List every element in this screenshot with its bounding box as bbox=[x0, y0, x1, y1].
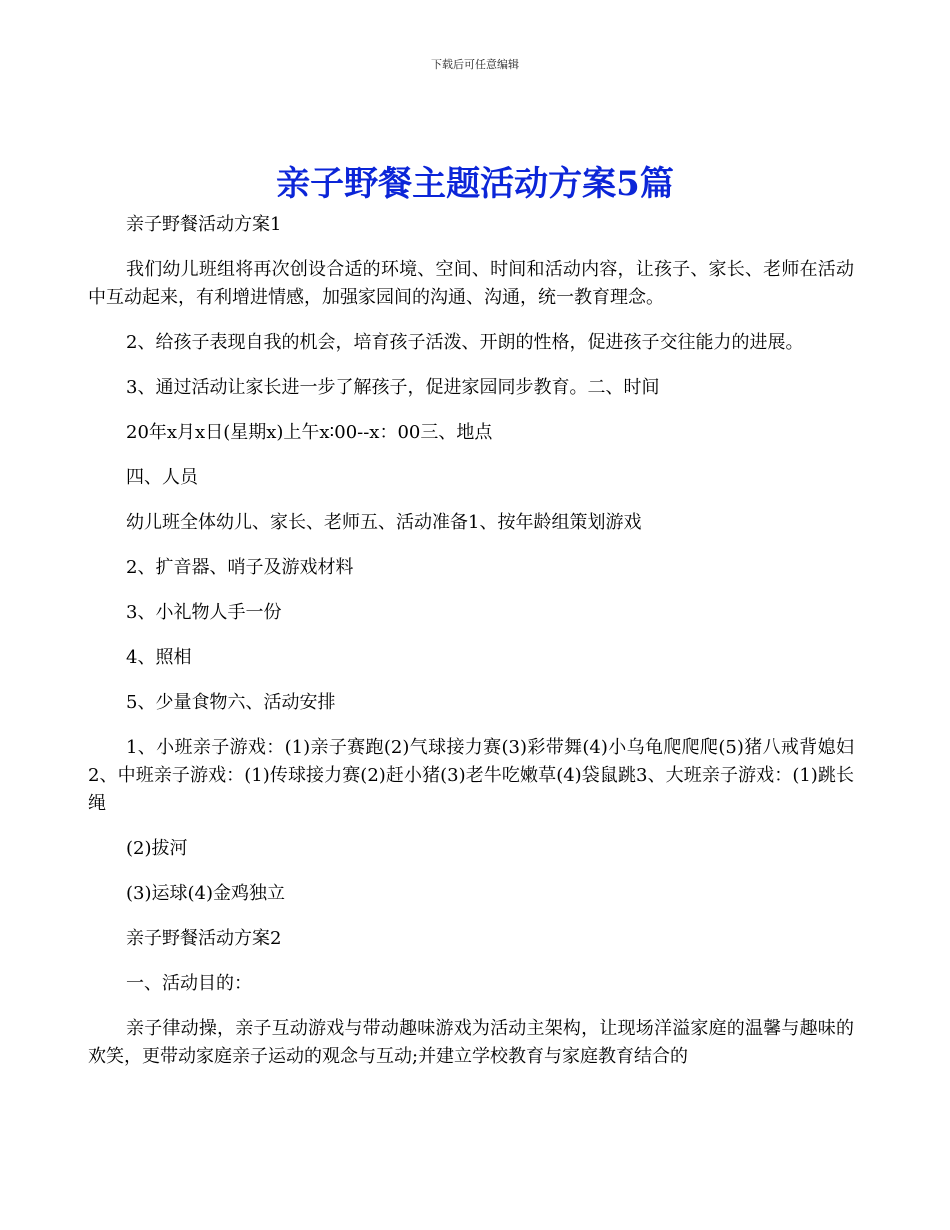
paragraph: 3、小礼物人手一份 bbox=[126, 602, 282, 623]
paragraph: 20年x月x日(星期x)上午x∶00--x：00三、地点 bbox=[126, 422, 493, 443]
paragraph: 一、活动目的： bbox=[126, 973, 252, 994]
paragraph: 亲子野餐活动方案1 bbox=[126, 214, 282, 235]
paragraph: 5、少量食物六、活动安排 bbox=[126, 692, 336, 713]
paragraph: 四、人员 bbox=[126, 467, 198, 488]
paragraph: 2、给孩子表现自我的机会，培育孩子活泼、开朗的性格，促进孩子交往能力的进展。 bbox=[126, 332, 804, 353]
paragraph: 1、小班亲子游戏：(1)亲子赛跑(2)气球接力赛(3)彩带舞(4)小乌龟爬爬爬(5)猪八戒背媳妇2、中班亲子游戏：(1)传球接力赛(2)赶小猪(3)老牛吃嫩草(4)袋鼠跳3、大班亲子游戏：(1)跳长绳 bbox=[88, 737, 854, 814]
page-header-note: 下载后可任意编辑 bbox=[431, 58, 519, 71]
paragraph: 幼儿班全体幼儿、家长、老师五、活动准备1、按年龄组策划游戏 bbox=[126, 512, 642, 533]
paragraph: 亲子律动操，亲子互动游戏与带动趣味游戏为活动主架构，让现场洋溢家庭的温馨与趣味的欢笑，更带动家庭亲子运动的观念与互动;并建立学校教育与家庭教育结合的 bbox=[88, 1018, 854, 1067]
paragraph: 亲子野餐活动方案2 bbox=[126, 928, 282, 949]
paragraph: 我们幼儿班组将再次创设合适的环境、空间、时间和活动内容，让孩子、家长、老师在活动中互动起来，有利增进情感，加强家园间的沟通、沟通，统一教育理念。 bbox=[88, 259, 854, 308]
paragraph: 3、通过活动让家长进一步了解孩子，促进家园同步教育。二、时间 bbox=[126, 377, 660, 398]
paragraph: (2)拔河 bbox=[126, 838, 188, 859]
document-title: 亲子野餐主题活动方案5篇 bbox=[276, 163, 674, 204]
paragraph: (3)运球(4)金鸡独立 bbox=[126, 883, 285, 904]
paragraph: 4、照相 bbox=[126, 647, 192, 668]
paragraph: 2、扩音器、哨子及游戏材料 bbox=[126, 557, 354, 578]
document-body bbox=[88, 211, 854, 1088]
